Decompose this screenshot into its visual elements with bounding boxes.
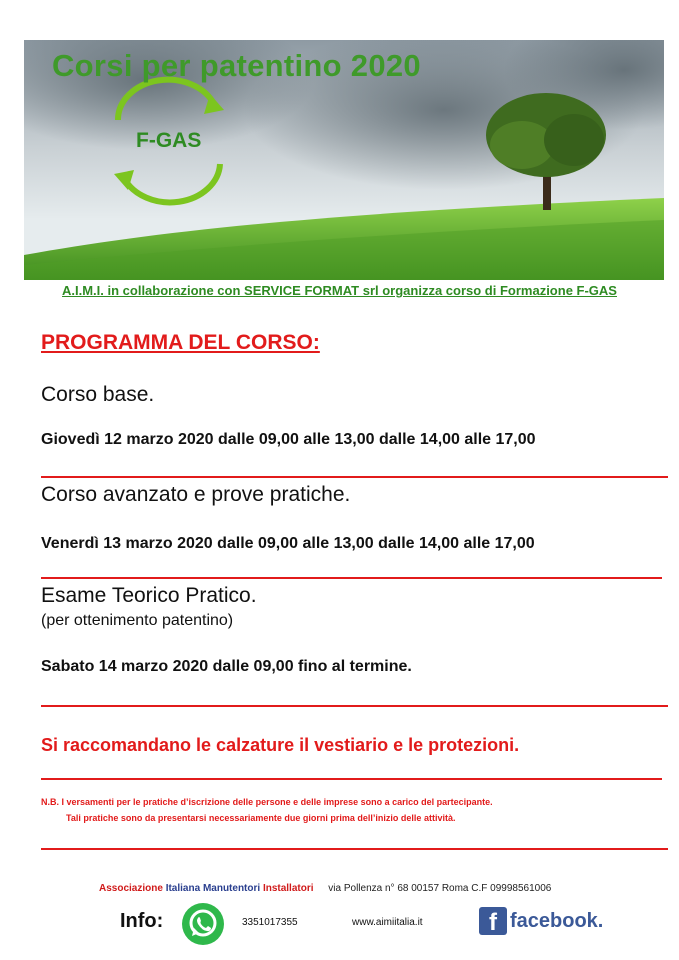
course-advanced-schedule: Venerdì 13 marzo 2020 dalle 09,00 alle 13,00 dalle 14,00 alle 17,00 [41, 535, 535, 552]
assoc-word-3: Installatori [262, 883, 314, 894]
nb-note-line2: Tali pratiche sono da presentarsi necessariamente due giorni prima dell’inizio delle attività. [66, 813, 456, 823]
recommendation: Si raccomandano le calzature il vestiario e le protezioni. [41, 735, 520, 755]
footer-association [99, 883, 551, 894]
exam-note: (per ottenimento patentino) [41, 612, 234, 629]
subtitle: A.I.M.I. in collaborazione con SERVICE FORMAT srl organizza corso di Formazione F-GAS [62, 283, 617, 298]
banner-title: Corsi per patentino 2020 [52, 48, 421, 83]
facebook-label: facebook. [510, 909, 604, 932]
info-label: Info: [120, 910, 164, 932]
banner-image [24, 40, 664, 280]
divider [41, 705, 668, 707]
assoc-word-1: Associazione [99, 883, 163, 894]
divider [41, 577, 662, 579]
facebook-icon: f [479, 907, 507, 935]
footer-address: via Pollenza n° 68 00157 Roma C.F 09998561006 [328, 883, 552, 894]
divider [41, 476, 668, 478]
divider [41, 778, 662, 780]
fgas-logo: F-GAS [136, 129, 202, 152]
divider [41, 848, 668, 850]
course-advanced-title: Corso avanzato e prove pratiche. [41, 483, 351, 506]
phone-number[interactable]: 3351017355 [242, 917, 298, 928]
course-base-title: Corso base. [41, 383, 155, 406]
facebook-link[interactable] [479, 906, 603, 936]
website-link[interactable]: www.aimiitalia.it [352, 917, 423, 928]
course-base-schedule: Giovedì 12 marzo 2020 dalle 09,00 alle 13,00 dalle 14,00 alle 17,00 [41, 431, 536, 448]
program-heading: PROGRAMMA DEL CORSO: [41, 331, 320, 354]
assoc-word-2: Italiana Manutentori [165, 883, 261, 894]
exam-schedule: Sabato 14 marzo 2020 dalle 09,00 fino al termine. [41, 658, 412, 675]
exam-title: Esame Teorico Pratico. [41, 584, 257, 607]
whatsapp-icon [181, 902, 225, 946]
nb-note-line1: N.B. I versamenti per le pratiche d’iscrizione delle persone e delle imprese sono a carico del partecipante. [41, 797, 493, 807]
